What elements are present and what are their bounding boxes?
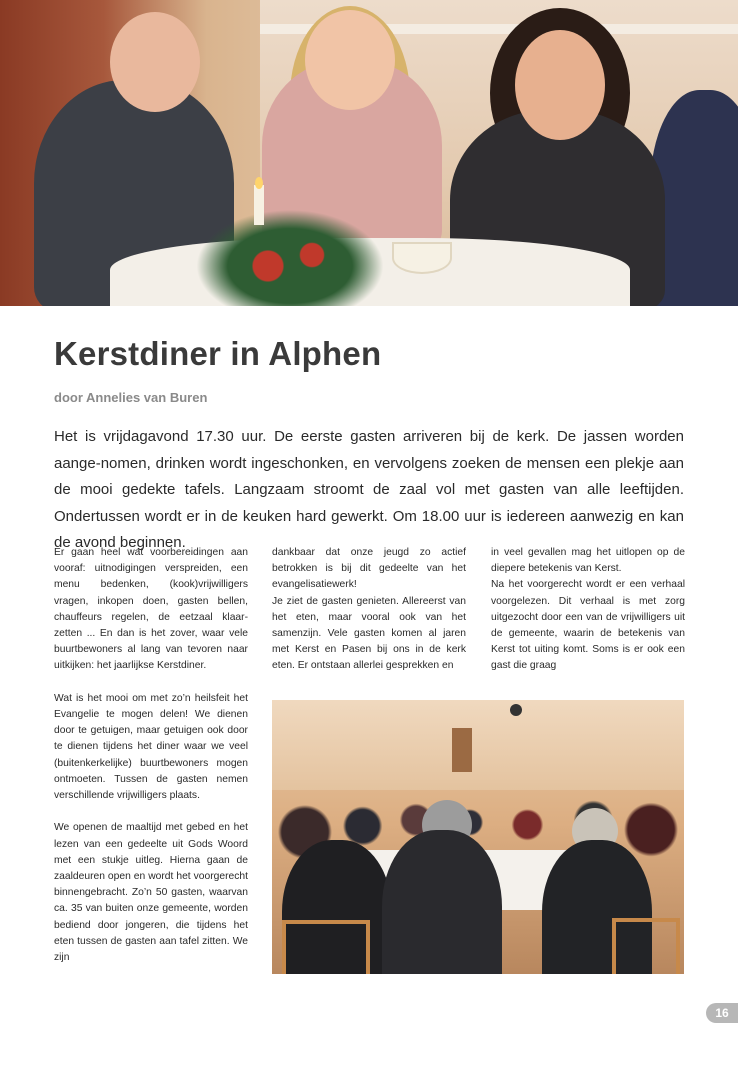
hero-photo-christmas-dinner	[0, 0, 738, 306]
christmas-decoration	[180, 200, 400, 306]
paragraph: in veel gevallen mag het uitlopen op de diepere betekenis van Kerst.	[491, 547, 685, 575]
text-column-3	[491, 545, 685, 675]
article-title: Kerstdiner in Alphen	[54, 335, 382, 372]
article-intro: Het is vrijdagavond 17.30 uur. De eerste gasten arriveren bij de kerk. De jassen worden aange-nomen, drinken wordt ingeschonken, en vervolgens zoeken de mensen een plekje aan de mooi gedekte tafels. Langzaam stroomt de zaal vol met gasten van alle leeftijden. Ondertussen wordt er in de keuken hard gewerkt. Om 18.00 uur is iedereen aanwezig en kan de avond beginnen.	[54, 428, 684, 551]
text-column-2	[272, 545, 466, 675]
dinner-hall-photo	[272, 700, 684, 974]
paragraph: Na het voorgerecht wordt er een verhaal voorgelezen. Dit verhaal is met zorg uitgezocht door een van de vrijwilligers uit de gemeente, waarin de betekenis van Kerst tot uiting komt. Soms is er ook een gast die graag	[491, 579, 685, 672]
wall-clock	[510, 704, 522, 716]
page-number: 16	[706, 1003, 738, 1023]
candle	[254, 185, 264, 225]
soup-bowl	[392, 242, 452, 274]
article-byline: door Annelies van Buren	[54, 390, 208, 405]
paragraph: Er gaan heel wat voorbereidingen aan vooraf: uitnodigingen verspreiden, een menu bedenken, (kook)vrijwilligers vragen, inkopen doen, gasten bellen, chauffeurs regelen, de eetzaal klaar-zetten ... En dan is het zover, waar vele buurtbewoners al lang van tevoren naar uitkijken: het jaarlijkse Kerstdiner.	[54, 547, 248, 672]
paragraph: We openen de maaltijd met gebed en het lezen van een gedeelte uit Gods Woord met een stukje uitleg. Hierna gaan de zaaldeuren open en wordt het voorgerecht binnengebracht. Zo’n 50 gasten, waarvan ca. 35 van buiten onze gemeente, worden bediend door jongeren, die tijdens het eten tussen de gasten aan tafel zitten. We zijn	[54, 822, 248, 964]
paragraph: Wat is het mooi om met zo’n heilsfeit het Evangelie te mogen delen! We dienen door te getuigen, maar getuigen ook door te dienen tijdens het diner waar we veel (buitenkerkelijke) buurtbewoners mogen ontmoeten. Tussen de gasten nemen verschillende vrijwilligers plaats.	[54, 692, 248, 802]
paragraph: dankbaar dat onze jeugd zo actief betrokken is bij dit gedeelte van het evangelisatiewerk!	[272, 547, 466, 591]
text-column-1	[54, 545, 248, 966]
paragraph: Je ziet de gasten genieten. Allereerst van het eten, maar vooral ook van het samenzijn. Vele gasten komen al jaren met Kerst en Pasen bij ons in de kerk eten. Er ontstaan allerlei gesprekken en	[272, 595, 466, 672]
